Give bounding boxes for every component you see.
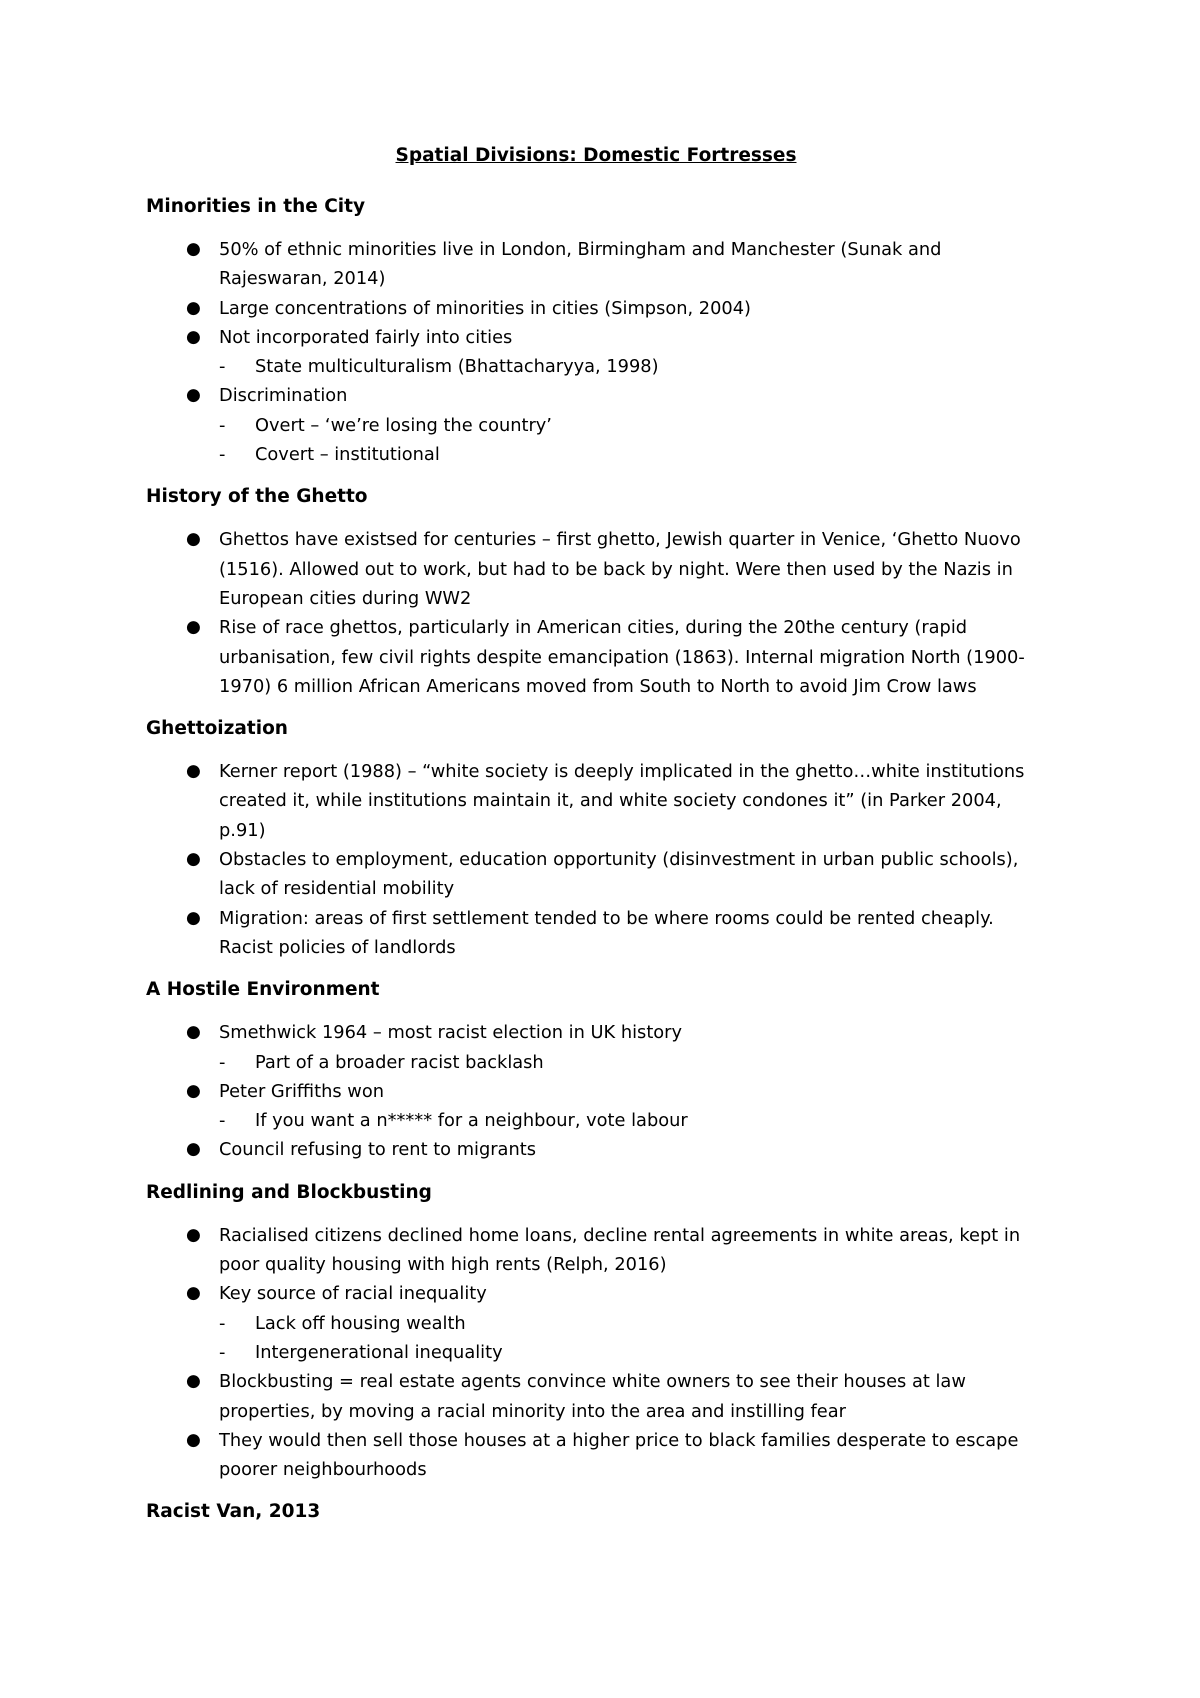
bullet-list <box>146 1221 1046 1485</box>
bullet-text: Blockbusting = real estate agents convince white owners to see their houses at law properties, by moving a racial minority into the area and instilling fear <box>219 1371 966 1422</box>
bullet-item <box>146 323 1046 382</box>
bullet-icon: ● <box>186 239 201 259</box>
bullet-icon: ● <box>186 1429 201 1450</box>
bullet-item <box>146 1367 1046 1426</box>
section <box>146 1502 1046 1522</box>
bullet-text: Racialised citizens declined home loans, decline rental agreements in white areas, kept in poor quality housing with high rents (Relph, 2016) <box>219 1224 1021 1276</box>
bullet-text: 50% of ethnic minorities live in London, Birmingham and Manchester (Sunak and Rajeswaran, 2014) <box>219 239 942 290</box>
sub-item <box>219 1309 1046 1338</box>
sub-item-text: If you want a n***** for a neighbour, vote labour <box>255 1110 688 1132</box>
bullet-item <box>146 235 1046 294</box>
section-heading: Minorities in the City <box>146 196 366 217</box>
bullet-text: Not incorporated fairly into cities <box>219 326 513 348</box>
bullet-item <box>146 1135 1046 1164</box>
bullet-list <box>146 235 1046 469</box>
sub-item-text: Overt – ‘we’re losing the country’ <box>255 414 552 436</box>
sub-item <box>219 440 1046 469</box>
bullet-item <box>146 845 1046 904</box>
bullet-icon: ● <box>186 385 201 406</box>
bullet-text: They would then sell those houses at a higher price to black families desperate to escape poorer neighbourhoods <box>219 1429 1019 1481</box>
dash-icon: - <box>219 356 226 378</box>
bullet-text: Peter Griffiths won <box>219 1080 384 1102</box>
bullet-item <box>146 1426 1046 1485</box>
section <box>146 487 1046 701</box>
section <box>146 719 1046 962</box>
bullet-text: Ghettos have existsed for centuries – first ghetto, Jewish quarter in Venice, ‘Ghetto Nuovo (1516). Allowed out to work, but had to be back by night. Were then used by the Nazis in European cities during WW2 <box>219 529 1021 609</box>
bullet-icon: ● <box>186 1139 201 1160</box>
bullet-item <box>146 1221 1046 1280</box>
bullet-list <box>146 525 1046 701</box>
dash-icon: - <box>219 1341 226 1363</box>
bullet-item <box>146 294 1046 323</box>
bullet-list <box>146 757 1046 962</box>
sub-item-text: Part of a broader racist backlash <box>255 1051 544 1073</box>
sub-list <box>219 411 1046 470</box>
bullet-icon: ● <box>186 529 201 550</box>
section-heading: Redlining and Blockbusting <box>146 1181 432 1203</box>
sub-list <box>219 1048 1046 1077</box>
section-heading: Ghettoization <box>146 718 288 740</box>
bullet-icon: ● <box>186 1080 201 1101</box>
section-heading: Racist Van, 2013 <box>146 1501 321 1523</box>
sub-item-text: State multiculturalism (Bhattacharyya, 1998) <box>255 356 659 378</box>
sub-item-text: Intergenerational inequality <box>255 1341 503 1363</box>
bullet-text: Discrimination <box>219 385 348 407</box>
bullet-text: Kerner report (1988) – “white society is deeply implicated in the ghetto…white institutions created it, while institutions maintain it, and white society condones it” (in Parker 2004, p.91) <box>219 761 1025 841</box>
bullet-list <box>146 1018 1046 1164</box>
bullet-item <box>146 904 1046 963</box>
bullet-icon: ● <box>186 907 201 928</box>
bullet-text: Migration: areas of first settlement tended to be where rooms could be rented cheaply. Racist policies of landlords <box>219 907 994 958</box>
sections-container <box>146 197 1046 1522</box>
bullet-text: Rise of race ghettos, particularly in American cities, during the 20the century (rapid urbanisation, few civil rights despite emancipation (1863). Internal migration North (1900-1970) 6 million African Americans moved from South to North to avoid Jim Crow laws <box>219 617 1025 697</box>
bullet-text: Council refusing to rent to migrants <box>219 1139 536 1161</box>
bullet-item <box>146 1077 1046 1136</box>
document-title: Spatial Divisions: Domestic Fortresses <box>395 145 797 166</box>
bullet-item <box>146 525 1046 613</box>
document-body <box>146 146 1046 1540</box>
sub-item <box>219 1338 1046 1367</box>
section-heading: A Hostile Environment <box>146 979 380 1001</box>
sub-item-text: Covert – institutional <box>255 444 440 466</box>
bullet-icon: ● <box>186 849 201 870</box>
bullet-icon: ● <box>186 1371 201 1392</box>
bullet-text: Large concentrations of minorities in cities (Simpson, 2004) <box>219 297 751 319</box>
dash-icon: - <box>219 414 226 436</box>
section-heading: History of the Ghetto <box>146 486 368 508</box>
bullet-icon: ● <box>186 326 201 347</box>
bullet-item <box>146 381 1046 469</box>
bullet-text: Obstacles to employment, education opportunity (disinvestment in urban public schools), lack of residential mobility <box>219 849 1019 900</box>
sub-item <box>219 411 1046 440</box>
bullet-icon: ● <box>186 1022 201 1043</box>
sub-item <box>219 1048 1046 1077</box>
section <box>146 1183 1046 1485</box>
bullet-text: Key source of racial inequality <box>219 1283 487 1305</box>
dash-icon: - <box>219 1051 226 1073</box>
bullet-item <box>146 757 1046 845</box>
bullet-icon: ● <box>186 297 201 318</box>
bullet-text: Smethwick 1964 – most racist election in UK history <box>219 1022 682 1044</box>
section <box>146 197 1046 469</box>
bullet-icon: ● <box>186 1224 201 1245</box>
bullet-icon: ● <box>186 617 201 638</box>
sub-item <box>219 352 1046 381</box>
bullet-icon: ● <box>186 761 201 782</box>
bullet-item <box>146 1018 1046 1077</box>
dash-icon: - <box>219 444 226 466</box>
dash-icon: - <box>219 1110 226 1132</box>
bullet-item <box>146 1279 1046 1367</box>
dash-icon: - <box>219 1312 226 1334</box>
sub-list <box>219 1309 1046 1368</box>
sub-list <box>219 1106 1046 1135</box>
section <box>146 980 1046 1164</box>
sub-item <box>219 1106 1046 1135</box>
sub-item-text: Lack off housing wealth <box>255 1312 466 1334</box>
bullet-icon: ● <box>186 1283 201 1304</box>
sub-list <box>219 352 1046 381</box>
bullet-item <box>146 613 1046 701</box>
